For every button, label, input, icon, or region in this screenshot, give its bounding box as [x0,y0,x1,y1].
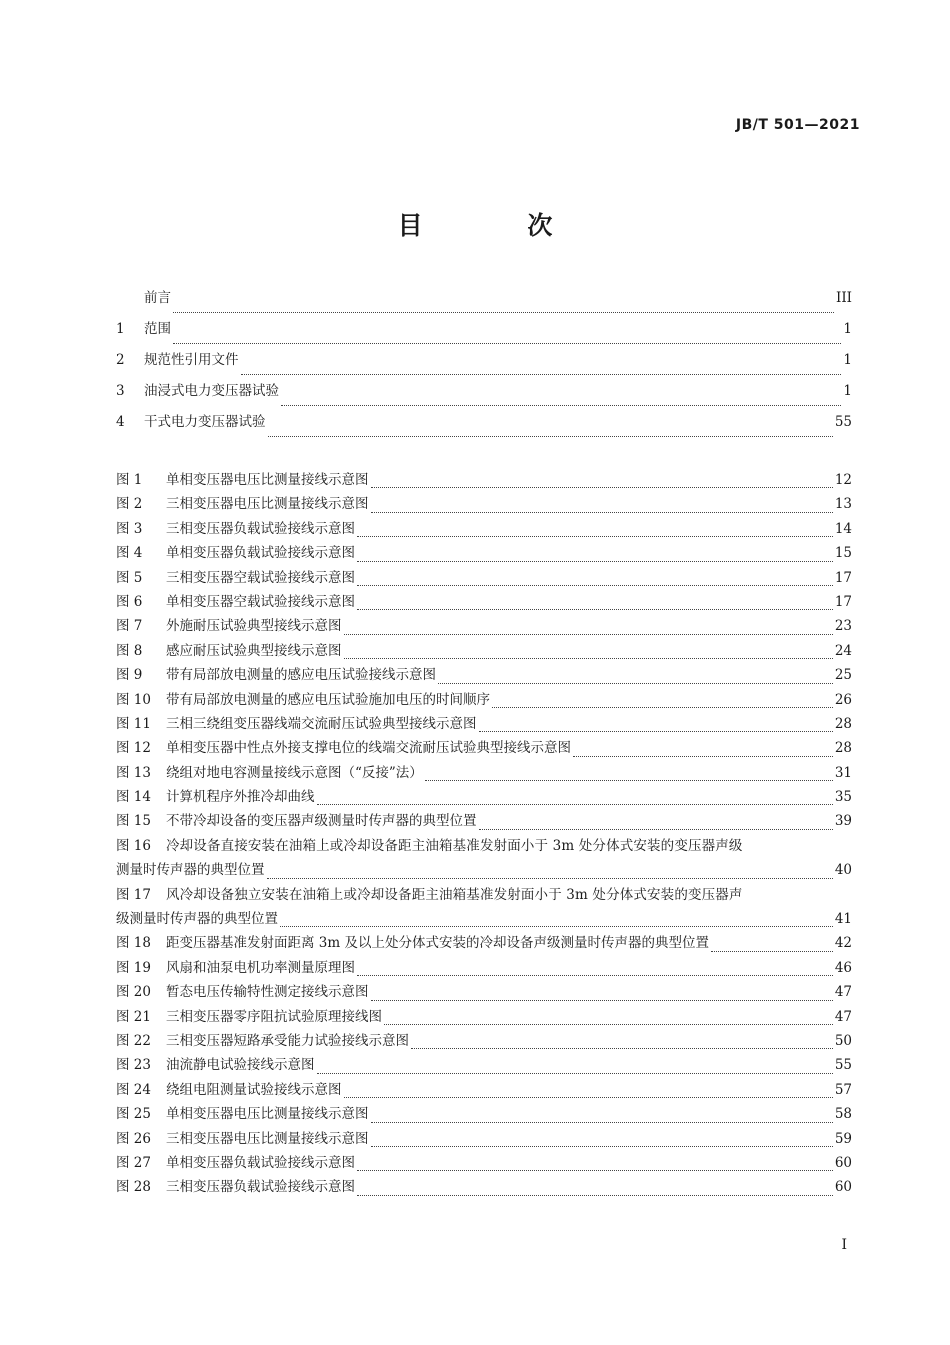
entry-number: 图 16 [116,837,151,854]
entry-title: 暂态电压传输特性测定接线示意图 [166,984,369,1001]
leader-dots [317,1073,833,1074]
standard-code: JB/T 501—2021 [735,117,860,133]
entry-title: 三相变压器负载试验接线示意图 [166,520,355,537]
figure-entry[interactable] [116,1053,852,1077]
entry-title: 油流静电试验接线示意图 [166,1057,315,1074]
entry-title: 三相变压器零序阻抗试验原理接线图 [166,1008,382,1025]
entry-page: 17 [834,569,852,586]
entry-number: 图 20 [116,984,151,1001]
entry-page: 46 [834,959,852,976]
entry-page: 15 [834,545,852,562]
entry-number: 图 9 [116,667,143,684]
leader-dots [267,878,833,879]
entry-title: 三相变压器电压比测量接线示意图 [166,496,369,513]
entry-title: 三相三绕组变压器线端交流耐压试验典型接线示意图 [166,715,477,732]
leader-dots [573,756,833,757]
entry-page: 40 [834,862,852,879]
figure-entry[interactable] [116,688,852,712]
entry-page: 28 [834,740,852,757]
toc-sections [116,286,852,441]
entry-title: 不带冷却设备的变压器声级测量时传声器的典型位置 [166,813,477,830]
leader-dots [344,1097,833,1098]
figure-entry[interactable] [116,712,852,736]
entry-page: 47 [834,1008,852,1025]
entry-number: 图 4 [116,545,143,562]
entry-number: 图 27 [116,1154,151,1171]
leader-dots [357,536,833,537]
entry-title: 单相变压器负载试验接线示意图 [166,545,355,562]
entry-number: 图 22 [116,1032,151,1049]
leader-dots [268,436,833,437]
leader-dots [241,374,842,375]
leader-dots [357,1170,833,1171]
entry-number: 图 12 [116,740,151,757]
entry-number: 3 [116,383,125,399]
entry-page: 24 [834,642,852,659]
entry-title: 距变压器基准发射面距离 3m 及以上处分体式安装的冷却设备声级测量时传声器的典型位置 [166,935,709,952]
leader-dots [371,1000,833,1001]
entry-number: 图 19 [116,959,151,976]
entry-page: 26 [834,691,852,708]
entry-number: 图 10 [116,691,151,708]
entry-number: 图 28 [116,1179,151,1196]
leader-dots [344,634,833,635]
entry-title: 单相变压器空载试验接线示意图 [166,593,355,610]
figure-entry[interactable] [116,517,852,541]
leader-dots [357,561,833,562]
entry-number: 图 25 [116,1106,151,1123]
leader-dots [438,683,833,684]
entry-title: 单相变压器电压比测量接线示意图 [166,472,369,488]
entry-page: 57 [834,1081,852,1098]
leader-dots [492,707,833,708]
entry-title: 单相变压器中性点外接支撑电位的线端交流耐压试验典型接线示意图 [166,740,571,757]
entry-page: 1 [843,352,852,368]
entry-title: 三相变压器负载试验接线示意图 [166,1179,355,1196]
leader-dots [357,975,833,976]
figure-entry[interactable] [116,492,852,516]
entry-title: 三相变压器短路承受能力试验接线示意图 [166,1032,409,1049]
leader-dots [479,731,833,732]
figure-entry[interactable] [116,931,852,955]
entry-title: 冷却设备直接安装在油箱上或冷却设备距主油箱基准发射面小于 3m 处分体式安装的变压器声级 [166,837,743,854]
figure-entry[interactable] [116,785,852,809]
leader-dots [371,487,833,488]
entry-number: 图 26 [116,1130,151,1147]
section-entry[interactable] [116,317,852,348]
entry-page: 60 [834,1154,852,1171]
leader-dots [280,926,833,927]
entry-number: 图 14 [116,789,151,806]
entry-number: 图 21 [116,1008,151,1025]
figure-entry[interactable] [116,590,852,614]
entry-number: 图 7 [116,618,143,635]
leader-dots [317,804,833,805]
section-entry[interactable] [116,286,852,317]
figure-entry[interactable] [116,761,852,785]
entry-title: 带有局部放电测量的感应电压试验施加电压的时间顺序 [166,691,490,708]
entry-page: 41 [834,911,852,928]
entry-title: 外施耐压试验典型接线示意图 [166,618,342,635]
entry-page: 39 [834,813,852,830]
figure-entry[interactable] [116,1175,852,1199]
entry-title: 干式电力变压器试验 [144,414,266,430]
leader-dots [173,343,841,344]
entry-number: 4 [116,414,125,430]
entry-title-cont: 级测量时传声器的典型位置 [116,911,278,928]
entry-page: 14 [834,520,852,537]
figure-entry[interactable] [116,1127,852,1151]
entry-page: 55 [834,414,852,430]
entry-title: 三相变压器空载试验接线示意图 [166,569,355,586]
entry-title: 风冷却设备独立安装在油箱上或冷却设备距主油箱基准发射面小于 3m 处分体式安装的变压器声 [166,886,743,903]
figure-entry[interactable] [116,541,852,565]
entry-number: 图 3 [116,520,143,537]
entry-number: 图 23 [116,1057,151,1074]
entry-title: 感应耐压试验典型接线示意图 [166,642,342,659]
entry-page: 25 [834,667,852,684]
entry-page: 55 [834,1057,852,1074]
figure-entry[interactable] [116,639,852,663]
entry-number: 图 2 [116,496,143,513]
figure-entry[interactable] [116,980,852,1004]
figure-entry[interactable] [116,809,852,833]
entry-number: 图 13 [116,764,151,781]
entry-number: 图 24 [116,1081,151,1098]
section-entry[interactable] [116,379,852,410]
entry-page: 42 [834,935,852,952]
entry-title: 绕组电阻测量试验接线示意图 [166,1081,342,1098]
entry-title: 绕组对地电容测量接线示意图（“反接”法） [166,764,423,781]
leader-dots [371,1146,833,1147]
entry-title-cont: 测量时传声器的典型位置 [116,862,265,879]
figure-entry[interactable] [116,883,852,932]
figure-entry[interactable] [116,663,852,687]
figure-entry[interactable] [116,566,852,590]
figure-entry[interactable] [116,956,852,980]
entry-page: 47 [834,984,852,1001]
entry-number: 1 [116,321,125,337]
entry-page: 12 [834,472,852,488]
entry-page: 13 [834,496,852,513]
leader-dots [357,585,833,586]
leader-dots [371,1122,833,1123]
entry-title: 三相变压器电压比测量接线示意图 [166,1130,369,1147]
entry-page: 23 [834,618,852,635]
entry-page: 35 [834,789,852,806]
entry-title: 单相变压器电压比测量接线示意图 [166,1106,369,1123]
leader-dots [371,512,833,513]
leader-dots [711,951,833,952]
toc-figures [116,468,852,1200]
entry-page: 28 [834,715,852,732]
entry-title: 范围 [144,321,171,337]
figure-entry[interactable] [116,1102,852,1126]
entry-number: 图 11 [116,715,151,732]
entry-title: 风扇和油泵电机功率测量原理图 [166,959,355,976]
figure-entry[interactable] [116,736,852,760]
leader-dots [357,1195,833,1196]
entry-page: 17 [834,593,852,610]
figure-entry[interactable] [116,1151,852,1175]
figure-entry[interactable] [116,614,852,638]
entry-number: 图 8 [116,642,143,659]
entry-title: 油浸式电力变压器试验 [144,383,279,399]
page-number: I [841,1237,847,1253]
leader-dots [425,780,833,781]
section-entry[interactable] [116,348,852,379]
entry-page: 31 [834,764,852,781]
page-title: 目 次 [397,211,601,240]
entry-title: 前言 [144,290,171,306]
leader-dots [173,312,834,313]
entry-page: 1 [843,383,852,399]
section-entry[interactable] [116,410,852,441]
entry-number: 图 15 [116,813,151,830]
entry-page: 50 [834,1032,852,1049]
entry-page: 60 [834,1179,852,1196]
entry-page: 1 [843,321,852,337]
entry-number: 图 1 [116,472,143,488]
leader-dots [479,829,833,830]
entry-page: 58 [834,1106,852,1123]
figure-entry[interactable] [116,1078,852,1102]
entry-page: III [836,290,852,306]
entry-number: 图 18 [116,935,151,952]
figure-entry[interactable] [116,468,852,492]
entry-number: 2 [116,352,125,368]
leader-dots [411,1048,833,1049]
figure-entry[interactable] [116,1029,852,1053]
leader-dots [357,609,833,610]
entry-title: 单相变压器负载试验接线示意图 [166,1154,355,1171]
entry-number: 图 6 [116,593,143,610]
leader-dots [344,658,833,659]
entry-page: 59 [834,1130,852,1147]
entry-title: 规范性引用文件 [144,352,239,368]
figure-entry[interactable] [116,1005,852,1029]
entry-number: 图 5 [116,569,143,586]
entry-title: 带有局部放电测量的感应电压试验接线示意图 [166,667,436,684]
figure-entry[interactable] [116,834,852,883]
entry-title: 计算机程序外推冷却曲线 [166,789,315,806]
entry-number: 图 17 [116,886,151,903]
leader-dots [281,405,841,406]
leader-dots [384,1024,833,1025]
